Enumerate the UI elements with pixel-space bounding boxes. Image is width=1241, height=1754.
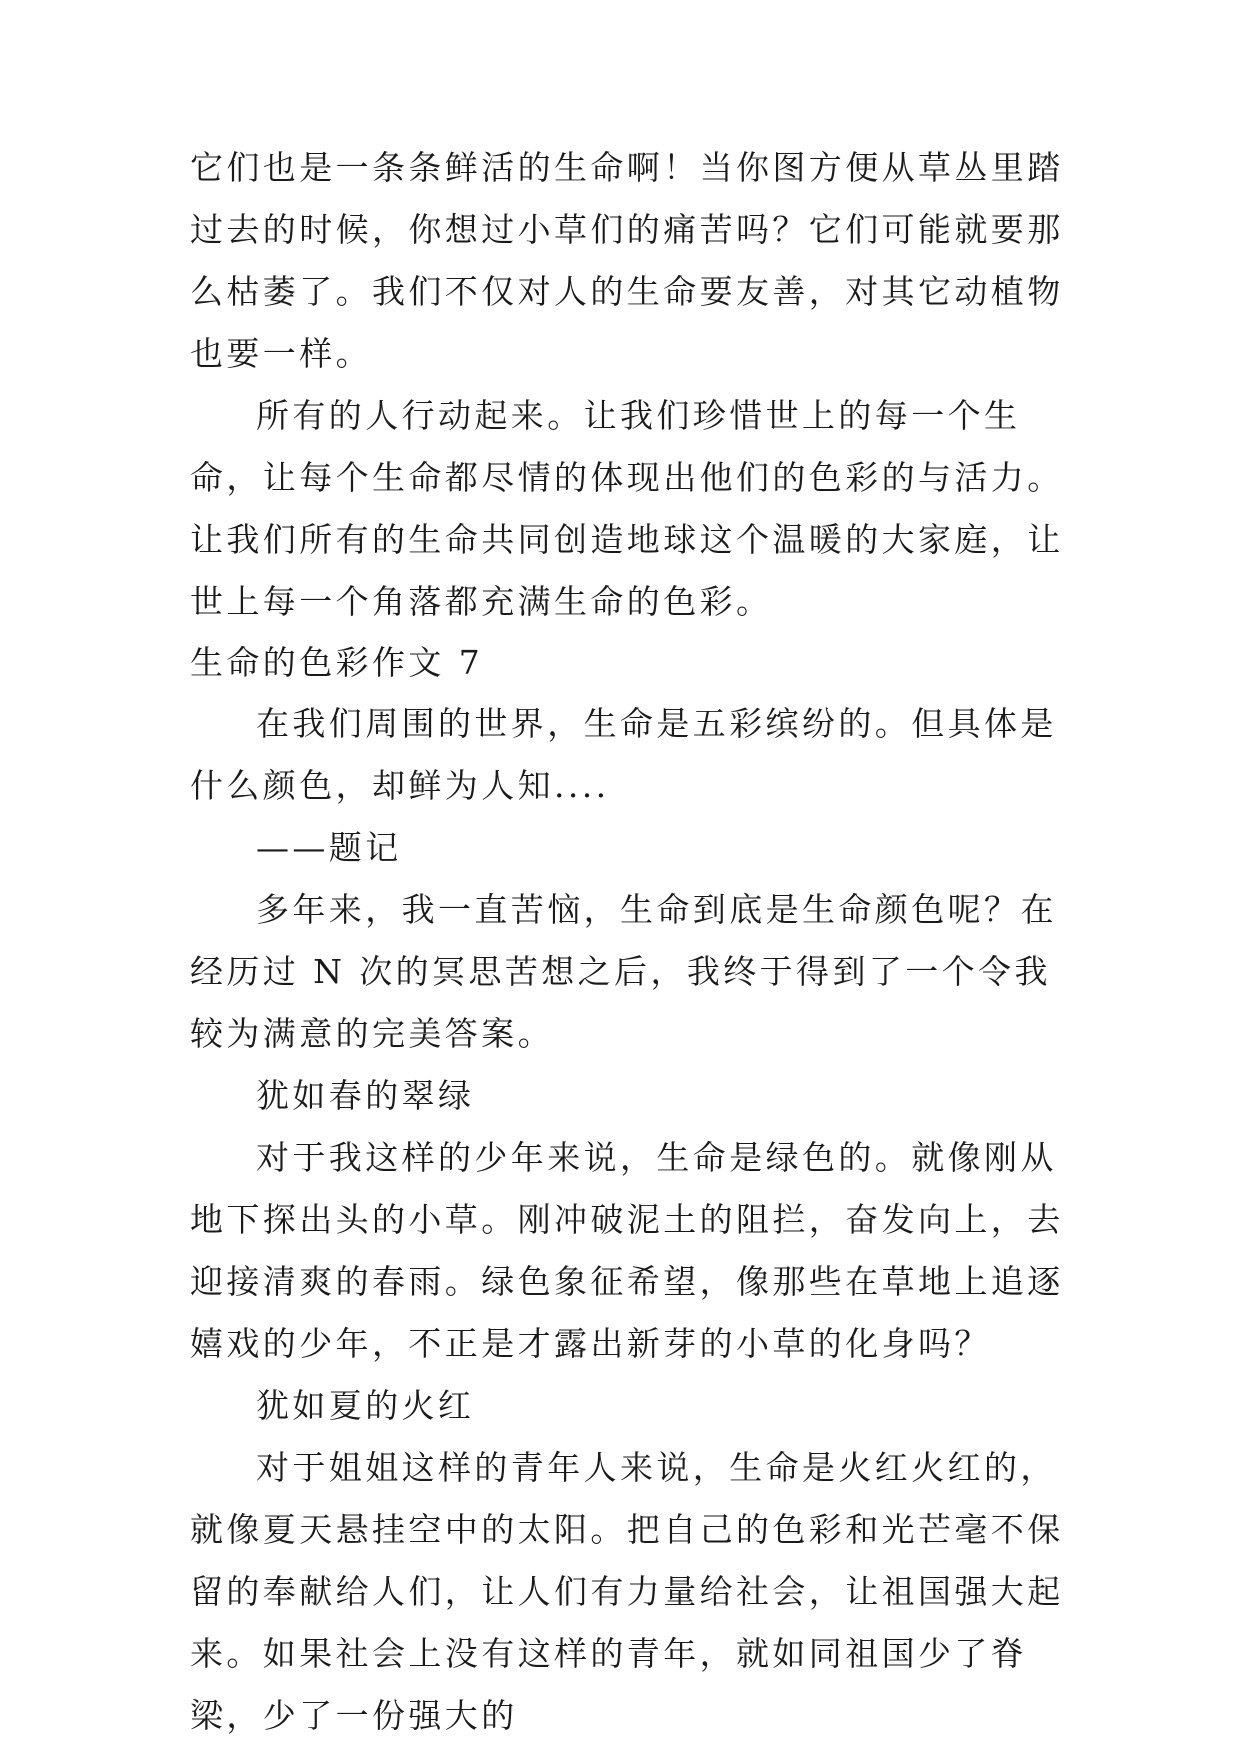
epigraph-attribution: ——题记 xyxy=(256,828,402,867)
paragraph: 在我们周围的世界，生命是五彩缤纷的。但具体是什么颜色，却鲜为人知.... xyxy=(190,704,1057,805)
paragraph: 所有的人行动起来。让我们珍惜世上的每一个生命，让每个生命都尽情的体现出他们的色彩的与活力。让我们所有的生命共同创造地球这个温暖的大家庭，让世上每一个角落都充满生命的色彩。 xyxy=(190,396,1064,621)
paragraph-continued: 它们也是一条条鲜活的生命啊！当你图方便从草丛里踏过去的时候，你想过小草们的痛苦吗？它们可能就要那么枯萎了。我们不仅对人的生命要友善，对其它动植物也要一样。 xyxy=(190,148,1064,373)
subheading: 犹如夏的火红 xyxy=(256,1386,475,1425)
paragraph: 对于姐姐这样的青年人来说，生命是火红火红的，就像夏天悬挂空中的太阳。把自己的色彩和光芒毫不保留的奉献给人们，让人们有力量给社会，让祖国强大起来。如果社会上没有这样的青年，就如同祖国少了脊梁，少了一份强大的 xyxy=(190,1448,1064,1735)
paragraph: 对于我这样的少年来说，生命是绿色的。就像刚从地下探出头的小草。刚冲破泥土的阻拦，奋发向上，去迎接清爽的春雨。绿色象征希望，像那些在草地上追逐嬉戏的少年，不正是才露出新芽的小草的化身吗？ xyxy=(190,1138,1064,1363)
document-body xyxy=(190,137,1070,1747)
paragraph: 多年来，我一直苦恼，生命到底是生命颜色呢？在经历过 N 次的冥思苦想之后，我终于得到了一个令我较为满意的完美答案。 xyxy=(190,890,1057,1053)
section-heading: 生命的色彩作文 7 xyxy=(190,643,484,682)
subheading: 犹如春的翠绿 xyxy=(256,1076,475,1115)
